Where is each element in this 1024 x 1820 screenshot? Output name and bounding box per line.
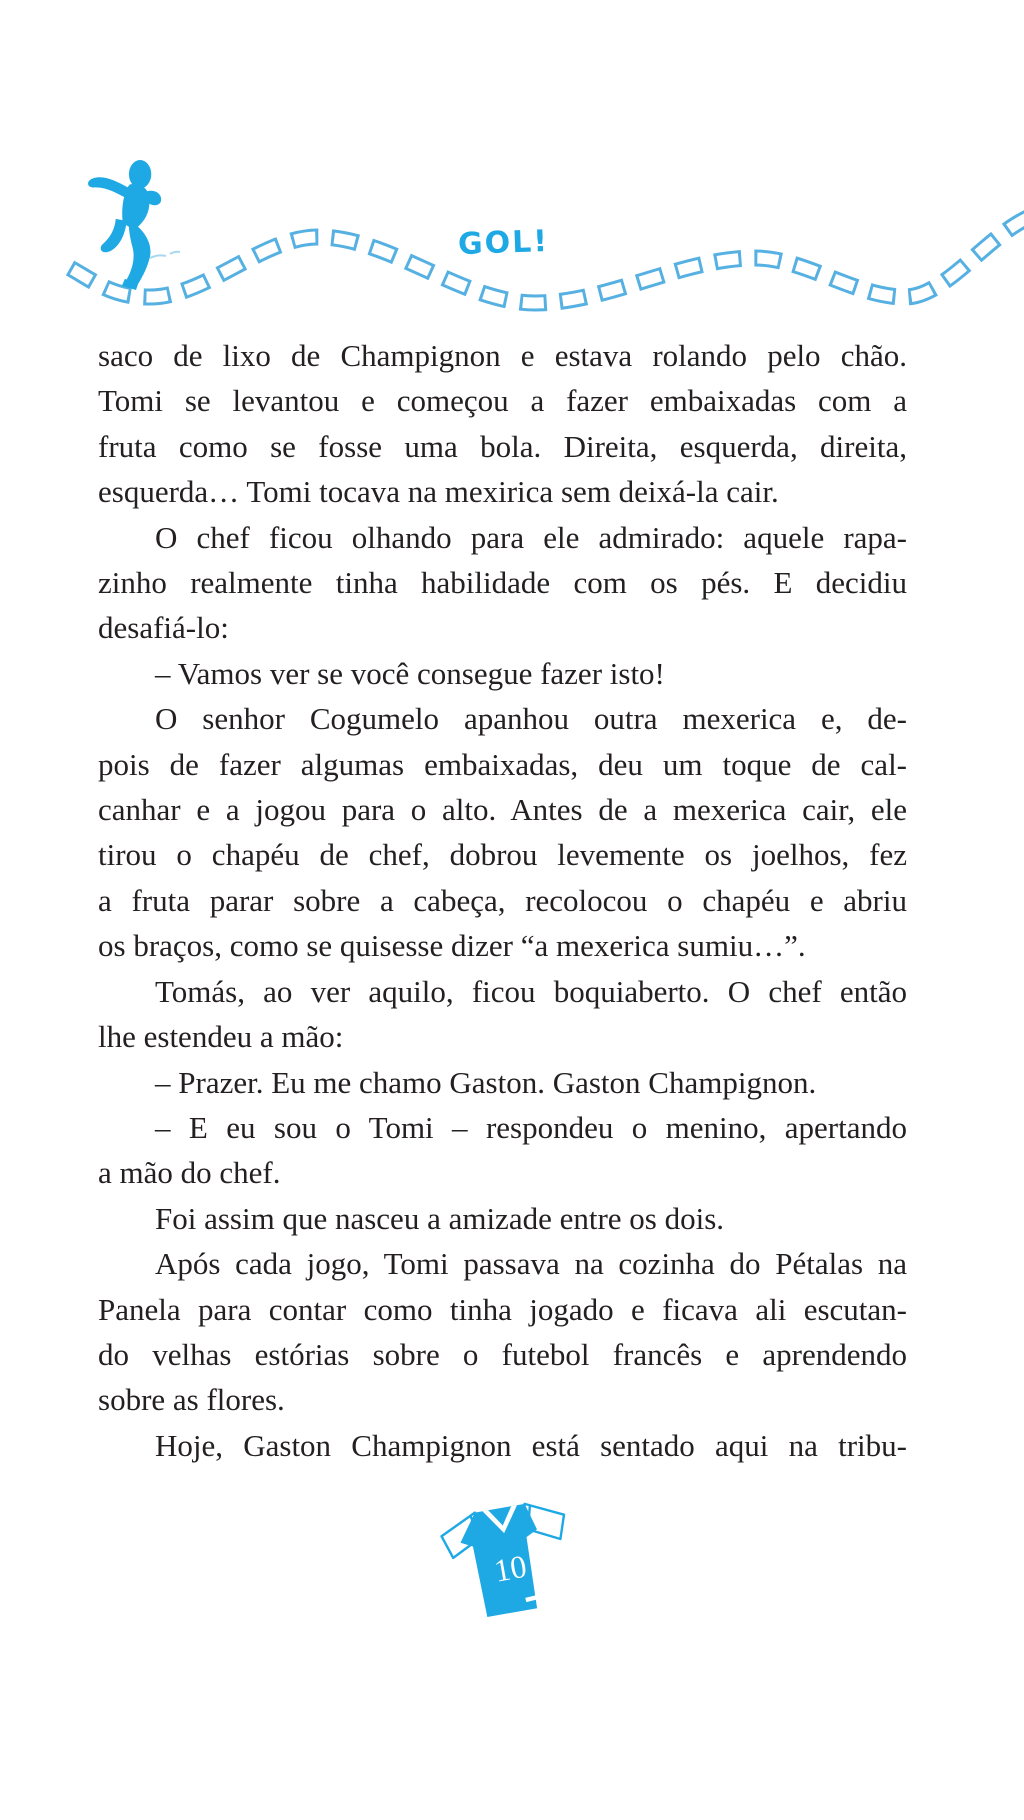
- body-text: [98, 333, 907, 1468]
- text-line: Tomás, ao ver aquilo, ficou boquiaberto. O chef então: [155, 973, 907, 1009]
- paragraph: [98, 1105, 907, 1196]
- chapter-title: GOL!: [457, 223, 550, 263]
- paragraph: [98, 333, 907, 515]
- text-line: – E eu sou o Tomi – respondeu o menino, apertando: [155, 1109, 907, 1145]
- text-line: desafiá-lo:: [98, 610, 229, 646]
- text-line: do velhas estórias sobre o futebol francês e aprendendo: [98, 1336, 907, 1372]
- text-line: pois de fazer algumas embaixadas, deu um toque de cal-: [98, 746, 907, 782]
- page-number: 10: [491, 1547, 530, 1589]
- text-line: fruta como se fosse uma bola. Direita, esquerda, direita,: [98, 428, 907, 464]
- paragraph: [98, 651, 907, 696]
- paragraph: [98, 515, 907, 651]
- text-line: – Prazer. Eu me chamo Gaston. Gaston Champignon.: [155, 1064, 817, 1100]
- text-line: Panela para contar como tinha jogado e ficava ali escutan-: [98, 1291, 907, 1327]
- text-line: tirou o chapéu de chef, dobrou levemente os joelhos, fez: [98, 837, 907, 873]
- paragraph: [98, 1060, 907, 1105]
- text-line: canhar e a jogou para o alto. Antes de a mexerica cair, ele: [98, 792, 907, 828]
- text-line: O senhor Cogumelo apanhou outra mexerica e, de-: [155, 701, 907, 737]
- soccer-player-icon: [82, 158, 186, 290]
- text-line: Tomi se levantou e começou a fazer embaixadas com a: [98, 383, 907, 419]
- paragraph: [98, 1241, 907, 1423]
- text-line: zinho realmente tinha habilidade com os pés. E decidiu: [98, 565, 907, 601]
- text-line: Hoje, Gaston Champignon está sentado aqui na tribu-: [155, 1427, 907, 1463]
- page-number-jersey: [440, 1490, 576, 1630]
- paragraph: [98, 1196, 907, 1241]
- text-line: Após cada jogo, Tomi passava na cozinha do Pétalas na: [155, 1246, 907, 1282]
- paragraph: [98, 969, 907, 1060]
- text-line: a fruta parar sobre a cabeça, recolocou o chapéu e abriu: [98, 882, 907, 918]
- text-line: a mão do chef.: [98, 1155, 281, 1191]
- text-line: os braços, como se quisesse dizer “a mexerica sumiu…”.: [98, 928, 806, 964]
- text-line: esquerda… Tomi tocava na mexirica sem deixá-la cair.: [98, 474, 779, 510]
- text-line: Foi assim que nasceu a amizade entre os dois.: [155, 1200, 725, 1236]
- chapter-header: [0, 150, 1024, 330]
- paragraph: [98, 1423, 907, 1468]
- text-line: sobre as flores.: [98, 1382, 285, 1418]
- text-line: saco de lixo de Champignon e estava rolando pelo chão.: [98, 338, 907, 373]
- text-line: – Vamos ver se você consegue fazer isto!: [155, 655, 665, 691]
- jersey-icon: [440, 1490, 576, 1630]
- text-line: O chef ficou olhando para ele admirado: aquele rapa-: [155, 519, 907, 555]
- paragraph: [98, 696, 907, 968]
- text-line: lhe estendeu a mão:: [98, 1019, 344, 1055]
